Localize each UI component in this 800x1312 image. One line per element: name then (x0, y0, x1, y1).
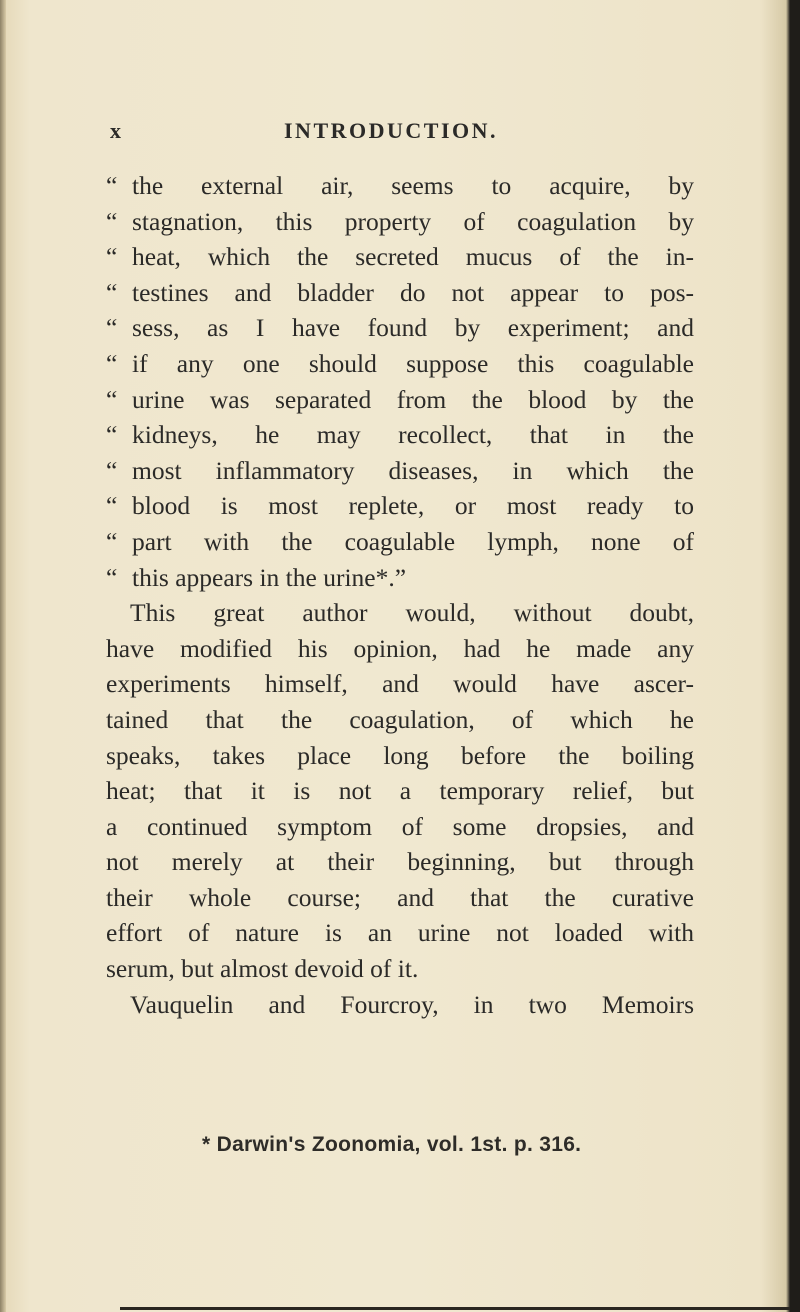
quoted-line: “ heat, which the secreted mucus of the in- (106, 239, 694, 275)
body-text (106, 168, 694, 1022)
paragraph-line: a continued symptom of some dropsies, and (106, 811, 694, 841)
quote-mark: “ (106, 420, 118, 450)
paragraph-line: not merely at their beginning, but through (106, 847, 694, 877)
quote-mark: “ (106, 526, 118, 556)
footnote: * Darwin's Zoonomia, vol. 1st. p. 316. (202, 1133, 582, 1156)
quote-mark: “ (106, 455, 118, 485)
quote-mark: “ (106, 242, 118, 272)
quote-mark: “ (106, 348, 118, 378)
quoted-line: “ testines and bladder do not appear to pos- (106, 275, 694, 311)
paragraph-line: This great author would, without doubt, (130, 598, 694, 628)
paragraph-line: tained that the coagulation, of which he (106, 704, 694, 734)
quoted-line: “ the external air, seems to acquire, by (106, 168, 694, 204)
quote-mark: “ (106, 313, 118, 343)
paragraph-line: experiments himself, and would have ascer- (106, 669, 694, 699)
quote-mark: “ (106, 277, 118, 307)
paragraph-line: their whole course; and that the curative (106, 882, 694, 912)
quoted-line: “ this appears in the urine*.” (106, 560, 694, 596)
quoted-line: “ urine was separated from the blood by the (106, 382, 694, 418)
page-binding-edge (0, 0, 6, 1312)
quote-mark: “ (106, 384, 118, 414)
quote-mark: “ (106, 171, 118, 200)
quoted-line: “ part with the coagulable lymph, none of (106, 524, 694, 560)
page-number: x (110, 118, 122, 143)
quoted-line: “ blood is most replete, or most ready to (106, 488, 694, 524)
page-header (0, 118, 800, 148)
paragraph-line: speaks, takes place long before the boiling (106, 740, 694, 770)
paragraph-line: heat; that it is not a temporary relief, but (106, 776, 694, 806)
paragraph-line: serum, but almost devoid of it. (106, 954, 419, 984)
running-title: INTRODUCTION. (284, 118, 499, 143)
quote-mark: “ (106, 206, 118, 236)
quoted-line: “ kidneys, he may recollect, that in the (106, 417, 694, 453)
quote-mark: “ (106, 562, 118, 592)
paragraph-line: have modified his opinion, had he made any (106, 633, 694, 663)
paragraph-line: effort of nature is an urine not loaded with (106, 918, 694, 948)
page-bottom-edge (120, 1307, 790, 1310)
quote-mark: “ (106, 491, 118, 521)
quoted-line: “ sess, as I have found by experiment; and (106, 310, 694, 346)
quoted-line: “ most inflammatory diseases, in which the (106, 453, 694, 489)
quoted-line: “ if any one should suppose this coagulable (106, 346, 694, 382)
paragraph-line: Vauquelin and Fourcroy, in two Memoirs (130, 989, 694, 1019)
quoted-line: “ stagnation, this property of coagulation by (106, 204, 694, 240)
